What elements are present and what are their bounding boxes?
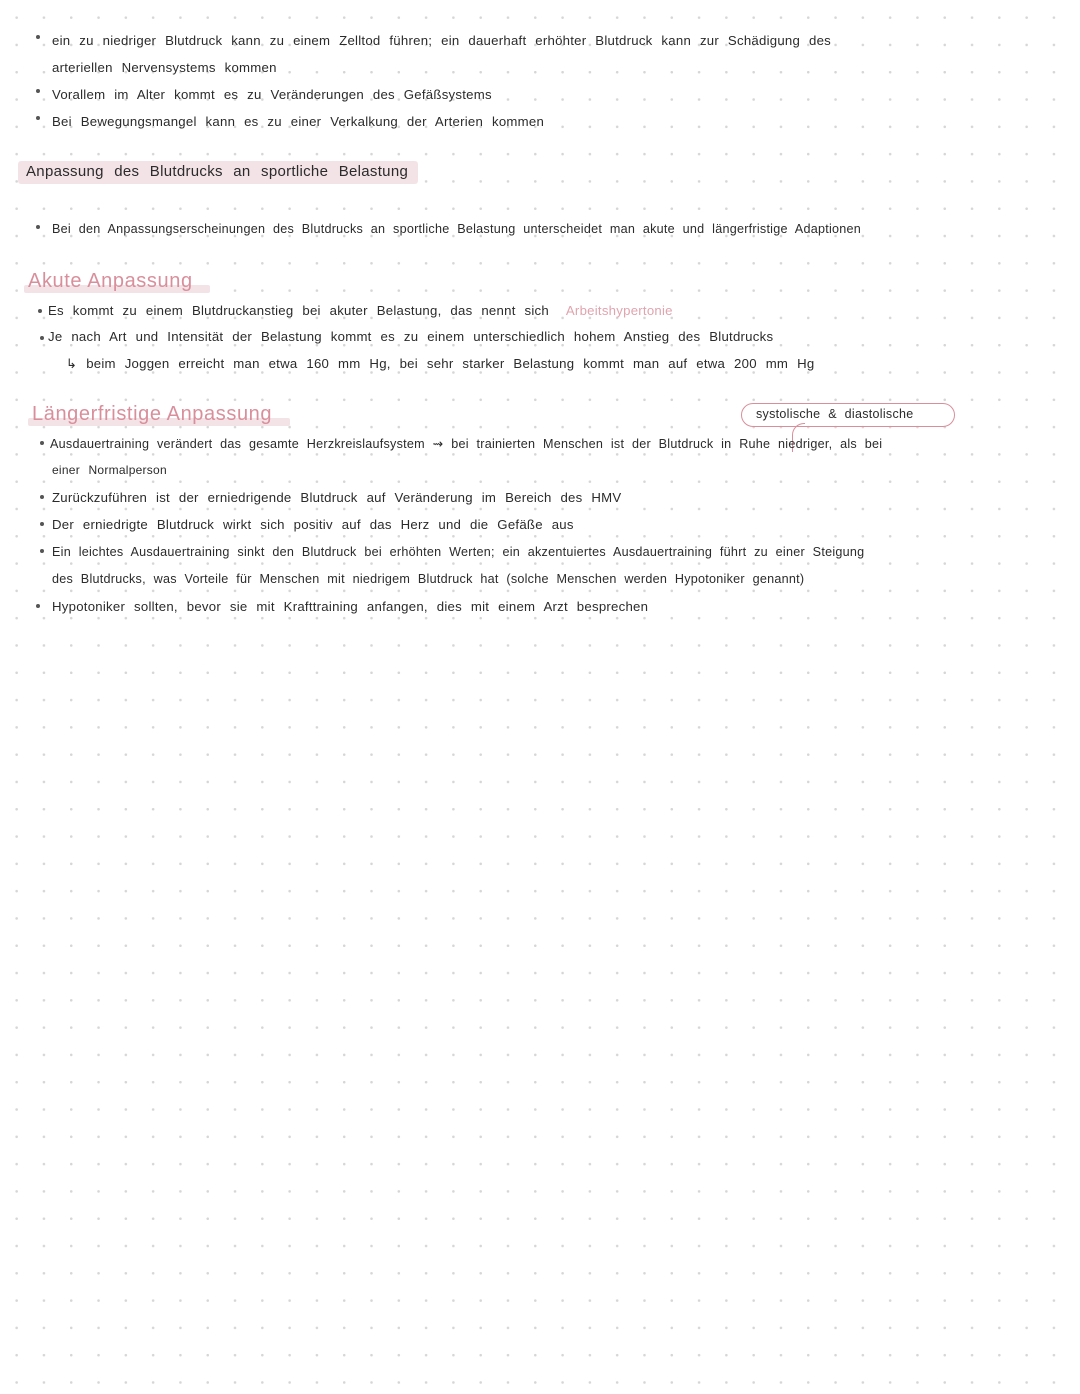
bullet-dot: [38, 309, 42, 313]
intro-bullet-3: Bei Bewegungsmangel kann es zu einer Verkalkung der Arterien kommen: [52, 114, 545, 129]
intro-bullet-1-line-2: arteriellen Nervensystems kommen: [52, 60, 277, 75]
section-heading-main: Anpassung des Blutdrucks an sportliche Belastung: [18, 161, 418, 184]
bullet-dot: [40, 549, 44, 553]
akut-bullet-1: [48, 303, 673, 318]
main-bullet-1: Bei den Anpassungserscheinungen des Blutdrucks an sportliche Belastung unterscheidet man akute und längerfristige Adaptionen: [52, 222, 862, 236]
section-heading-akut: Akute Anpassung: [28, 270, 193, 292]
annotation-oval: systolische & diastolische: [741, 403, 955, 427]
akut-bullet-2: Je nach Art und Intensität der Belastung kommt es zu einem unterschiedlich hohem Anstieg des Blutdrucks: [48, 329, 774, 344]
akut-sub-point: ↳ beim Joggen erreicht man etwa 160 mm Hg, bei sehr starker Belastung kommt man auf etwa 200 mm Hg: [66, 356, 815, 371]
bullet-dot: [36, 116, 40, 120]
term-arbeitshypertonie: Arbeitshypertonie: [565, 303, 673, 318]
bullet-dot: [36, 604, 40, 608]
bullet-dot: [36, 225, 40, 229]
intro-bullet-2: Vorallem im Alter kommt es zu Veränderungen des Gefäßsystems: [52, 87, 492, 102]
intro-bullet-1-line-1: ein zu niedriger Blutdruck kann zu einem Zelltod führen; ein dauerhaft erhöhter Blutdruck kann zur Schädigung des: [52, 33, 832, 48]
bullet-dot: [40, 495, 44, 499]
laenger-bullet-1-line-1: Ausdauertraining verändert das gesamte Herzkreislaufsystem ⇝ bei trainierten Menschen ist der Blutdruck in Ruhe niedriger, als bei: [50, 437, 883, 451]
bullet-dot: [36, 35, 40, 39]
laenger-bullet-4-line-2: des Blutdrucks, was Vorteile für Menschen mit niedrigem Blutdruck hat (solche Menschen werden Hypotoniker genannt): [52, 572, 805, 586]
section-heading-laenger: Längerfristige Anpassung: [32, 403, 273, 425]
laenger-bullet-4-line-1: Ein leichtes Ausdauertraining sinkt den Blutdruck bei erhöhten Werten; ein akzentuiertes Ausdauertraining führt zu einer Steigung: [52, 545, 865, 559]
bullet-dot: [40, 441, 44, 445]
bullet-dot: [36, 89, 40, 93]
laenger-bullet-2: Zurückzuführen ist der erniedrigende Blutdruck auf Veränderung im Bereich des HMV: [52, 490, 622, 505]
laenger-bullet-1-line-2: einer Normalperson: [52, 463, 167, 477]
bullet-dot: [40, 522, 44, 526]
laenger-bullet-5: Hypotoniker sollten, bevor sie mit Krafttraining anfangen, dies mit einem Arzt besprechen: [52, 599, 649, 614]
akut-bullet-1-text: Es kommt zu einem Blutdruckanstieg bei akuter Belastung, das nennt sich: [48, 303, 549, 318]
bullet-dot: [40, 336, 44, 340]
laenger-bullet-3: Der erniedrigte Blutdruck wirkt sich positiv auf das Herz und die Gefäße aus: [52, 517, 574, 532]
